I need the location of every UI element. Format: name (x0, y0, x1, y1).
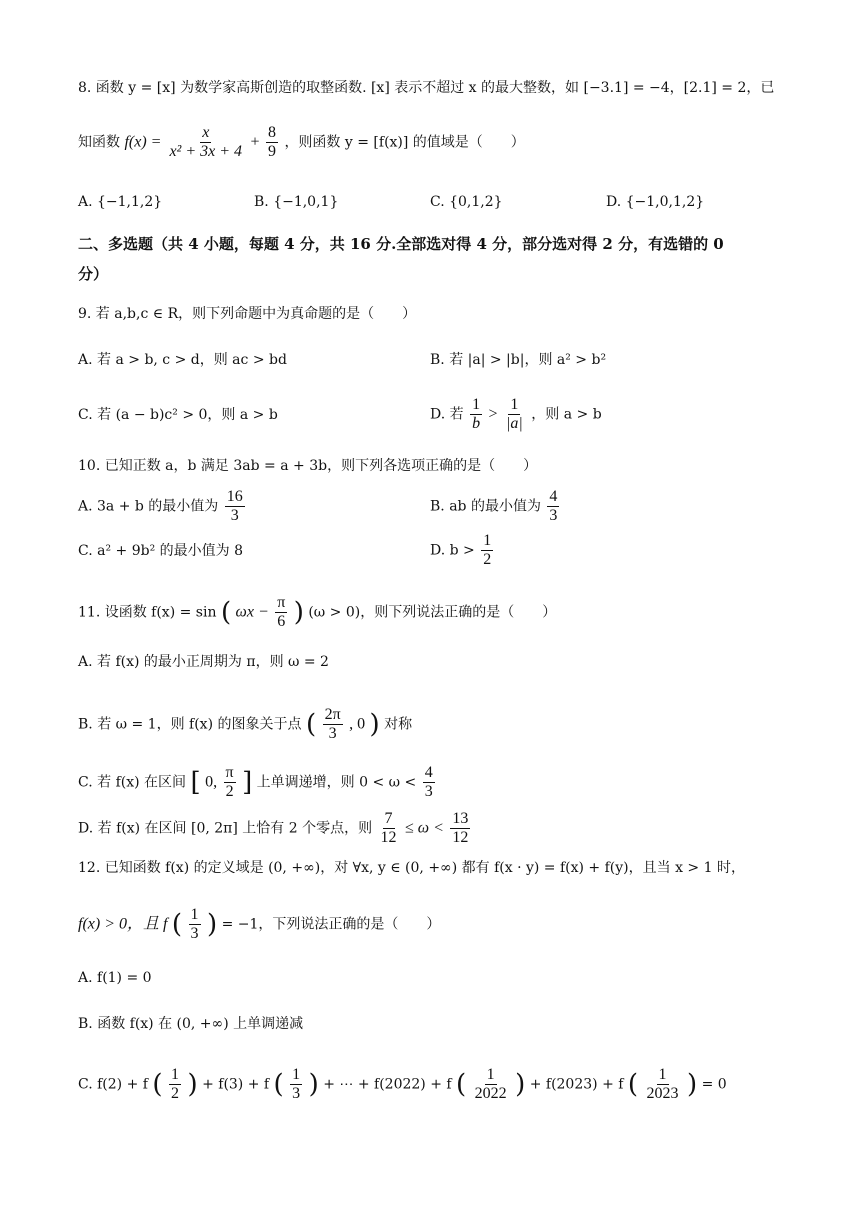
q12-frac-1-2: $\frac{1}{2}$ (171, 1066, 180, 1102)
q9-option-d[interactable]: D. 若 $\frac{1}{b}$ > $\frac{1}{|a|}$ ，则 a > b (430, 396, 602, 432)
q11-option-c[interactable]: C. 若 f(x) 在区间 [ 0, $\frac{\pi}{2}$ ] 上单调递增，则 0 < ω < $\frac{4}{3}$ (78, 764, 433, 800)
q8-frac-8-9: $\frac{8}{9}$ (267, 124, 276, 160)
q12-frac-1-2022: $\frac{1}{2022}$ (474, 1066, 507, 1102)
q8-option-b[interactable]: B. {−1,0,1} (254, 194, 339, 210)
q12-option-c[interactable]: C. f(2) + f ( $\frac{1}{2}$ ) + f(3) + f ( $\frac{1}{3}$ ) + ⋯ + f(2022) + f ( $\frac{1}{2022}$ ) + f(2023) + f ( $\frac{1}{2023}$ ) = 0 (78, 1066, 727, 1102)
q10-option-a[interactable]: A. 3a + b 的最小值为 $\frac{16}{3}$ (78, 488, 243, 524)
q9-option-b[interactable]: B. 若 |a| > |b|，则 a² > b² (430, 352, 607, 368)
q12-option-b[interactable]: B. 函数 f(x) 在 (0, +∞) 上单调递减 (78, 1016, 304, 1032)
q12-frac-1-3b: $\frac{1}{3}$ (292, 1066, 301, 1102)
q12-frac-1-2023: $\frac{1}{2023}$ (646, 1066, 679, 1102)
q11-frac-4-3: $\frac{4}{3}$ (424, 764, 433, 800)
q8-option-c[interactable]: C. {0,1,2} (430, 194, 503, 210)
q12-option-a[interactable]: A. f(1) = 0 (78, 970, 152, 986)
q8-option-d[interactable]: D. {−1,0,1,2} (606, 194, 705, 210)
q8-line2-prefix: 知函数 (78, 134, 120, 151)
q11-frac-2pi-3: $\frac{2\pi}{3}$ (324, 706, 341, 742)
q10-stem: 10. 已知正数 a，b 满足 3ab = a + 3b，则下列各选项正确的是（ ） (78, 458, 538, 474)
q12-line1: 12. 已知函数 f(x) 的定义域是 (0, +∞)，对 ∀x, y ∈ (0, +∞) 都有 f(x · y) = f(x) + f(y)，且当 x > 1 时， (78, 860, 745, 876)
q9-option-a[interactable]: A. 若 a > b, c > d，则 ac > bd (78, 352, 287, 368)
section2-title-cont: 分） (78, 265, 109, 283)
q10-option-b[interactable]: B. ab 的最小值为 $\frac{4}{3}$ (430, 488, 558, 524)
q10-option-d[interactable]: D. b > $\frac{1}{2}$ (430, 532, 492, 568)
q8-option-a[interactable]: A. {−1,1,2} (78, 194, 163, 210)
q11-frac-pi-6: $\frac{\pi}{6}$ (277, 594, 286, 630)
q11-option-a[interactable]: A. 若 f(x) 的最小正周期为 π，则 ω = 2 (78, 654, 329, 670)
q9-option-c[interactable]: C. 若 (a − b)c² > 0，则 a > b (78, 407, 278, 423)
q10-frac-4-3: $\frac{4}{3}$ (549, 488, 558, 524)
q8-line2: 知函数 f(x) = $\frac{x}{\text{x² + 3x + 4}}$ + $\frac{8}{9}$ ，则函数 y = [f(x)] 的值域是（ ） (78, 124, 525, 160)
q11-frac-13-12: $\frac{13}{12}$ (452, 810, 469, 846)
q8-line2-suffix: ，则函数 y = [f(x)] 的值域是（ ） (284, 134, 525, 151)
q10-option-c[interactable]: C. a² + 9b² 的最小值为 8 (78, 543, 243, 559)
q8-frac-x: $\frac{x}{\text{x² + 3x + 4}}$ (169, 124, 243, 160)
q11-frac-pi-2: $\frac{\pi}{2}$ (225, 764, 234, 800)
q9-stem: 9. 若 a,b,c ∈ R，则下列命题中为真命题的是（ ） (78, 306, 417, 322)
q11-option-d[interactable]: D. 若 f(x) 在区间 [0, 2π] 上恰有 2 个零点，则 $\frac{7}{12}$ ≤ ω < $\frac{13}{12}$ (78, 810, 469, 846)
q8-line1: 8. 函数 y = [x] 为数学家高斯创造的取整函数. [x] 表示不超过 x 的最大整数，如 [−3.1] = −4，[2.1] = 2，已 (78, 80, 775, 96)
q10-frac-16-3: $\frac{16}{3}$ (226, 488, 243, 524)
q12-line2: f(x) > 0，且 f ( $\frac{1}{3}$ ) = −1，下列说法正确的是（ ） (78, 906, 441, 942)
q9-frac-1-abs-a: $\frac{1}{|a|}$ (506, 396, 523, 432)
section2-title: 二、多选题（共 4 小题，每题 4 分，共 16 分.全部选对得 4 分，部分选对得 2 分，有选错的 0 (78, 235, 724, 253)
q11-stem: 11. 设函数 f(x) = sin ( ωx − $\frac{\pi}{6}$ ) (ω > 0)，则下列说法正确的是（ ） (78, 594, 557, 630)
q11-frac-7-12: $\frac{7}{12}$ (380, 810, 397, 846)
q12-frac-1-3: $\frac{1}{3}$ (190, 906, 199, 942)
q9-frac-1-b: $\frac{1}{b}$ (472, 396, 481, 432)
q11-option-b[interactable]: B. 若 ω = 1，则 f(x) 的图象关于点 ( $\frac{2\pi}{3}$ , 0 ) 对称 (78, 706, 413, 742)
q10-frac-1-2: $\frac{1}{2}$ (483, 532, 492, 568)
